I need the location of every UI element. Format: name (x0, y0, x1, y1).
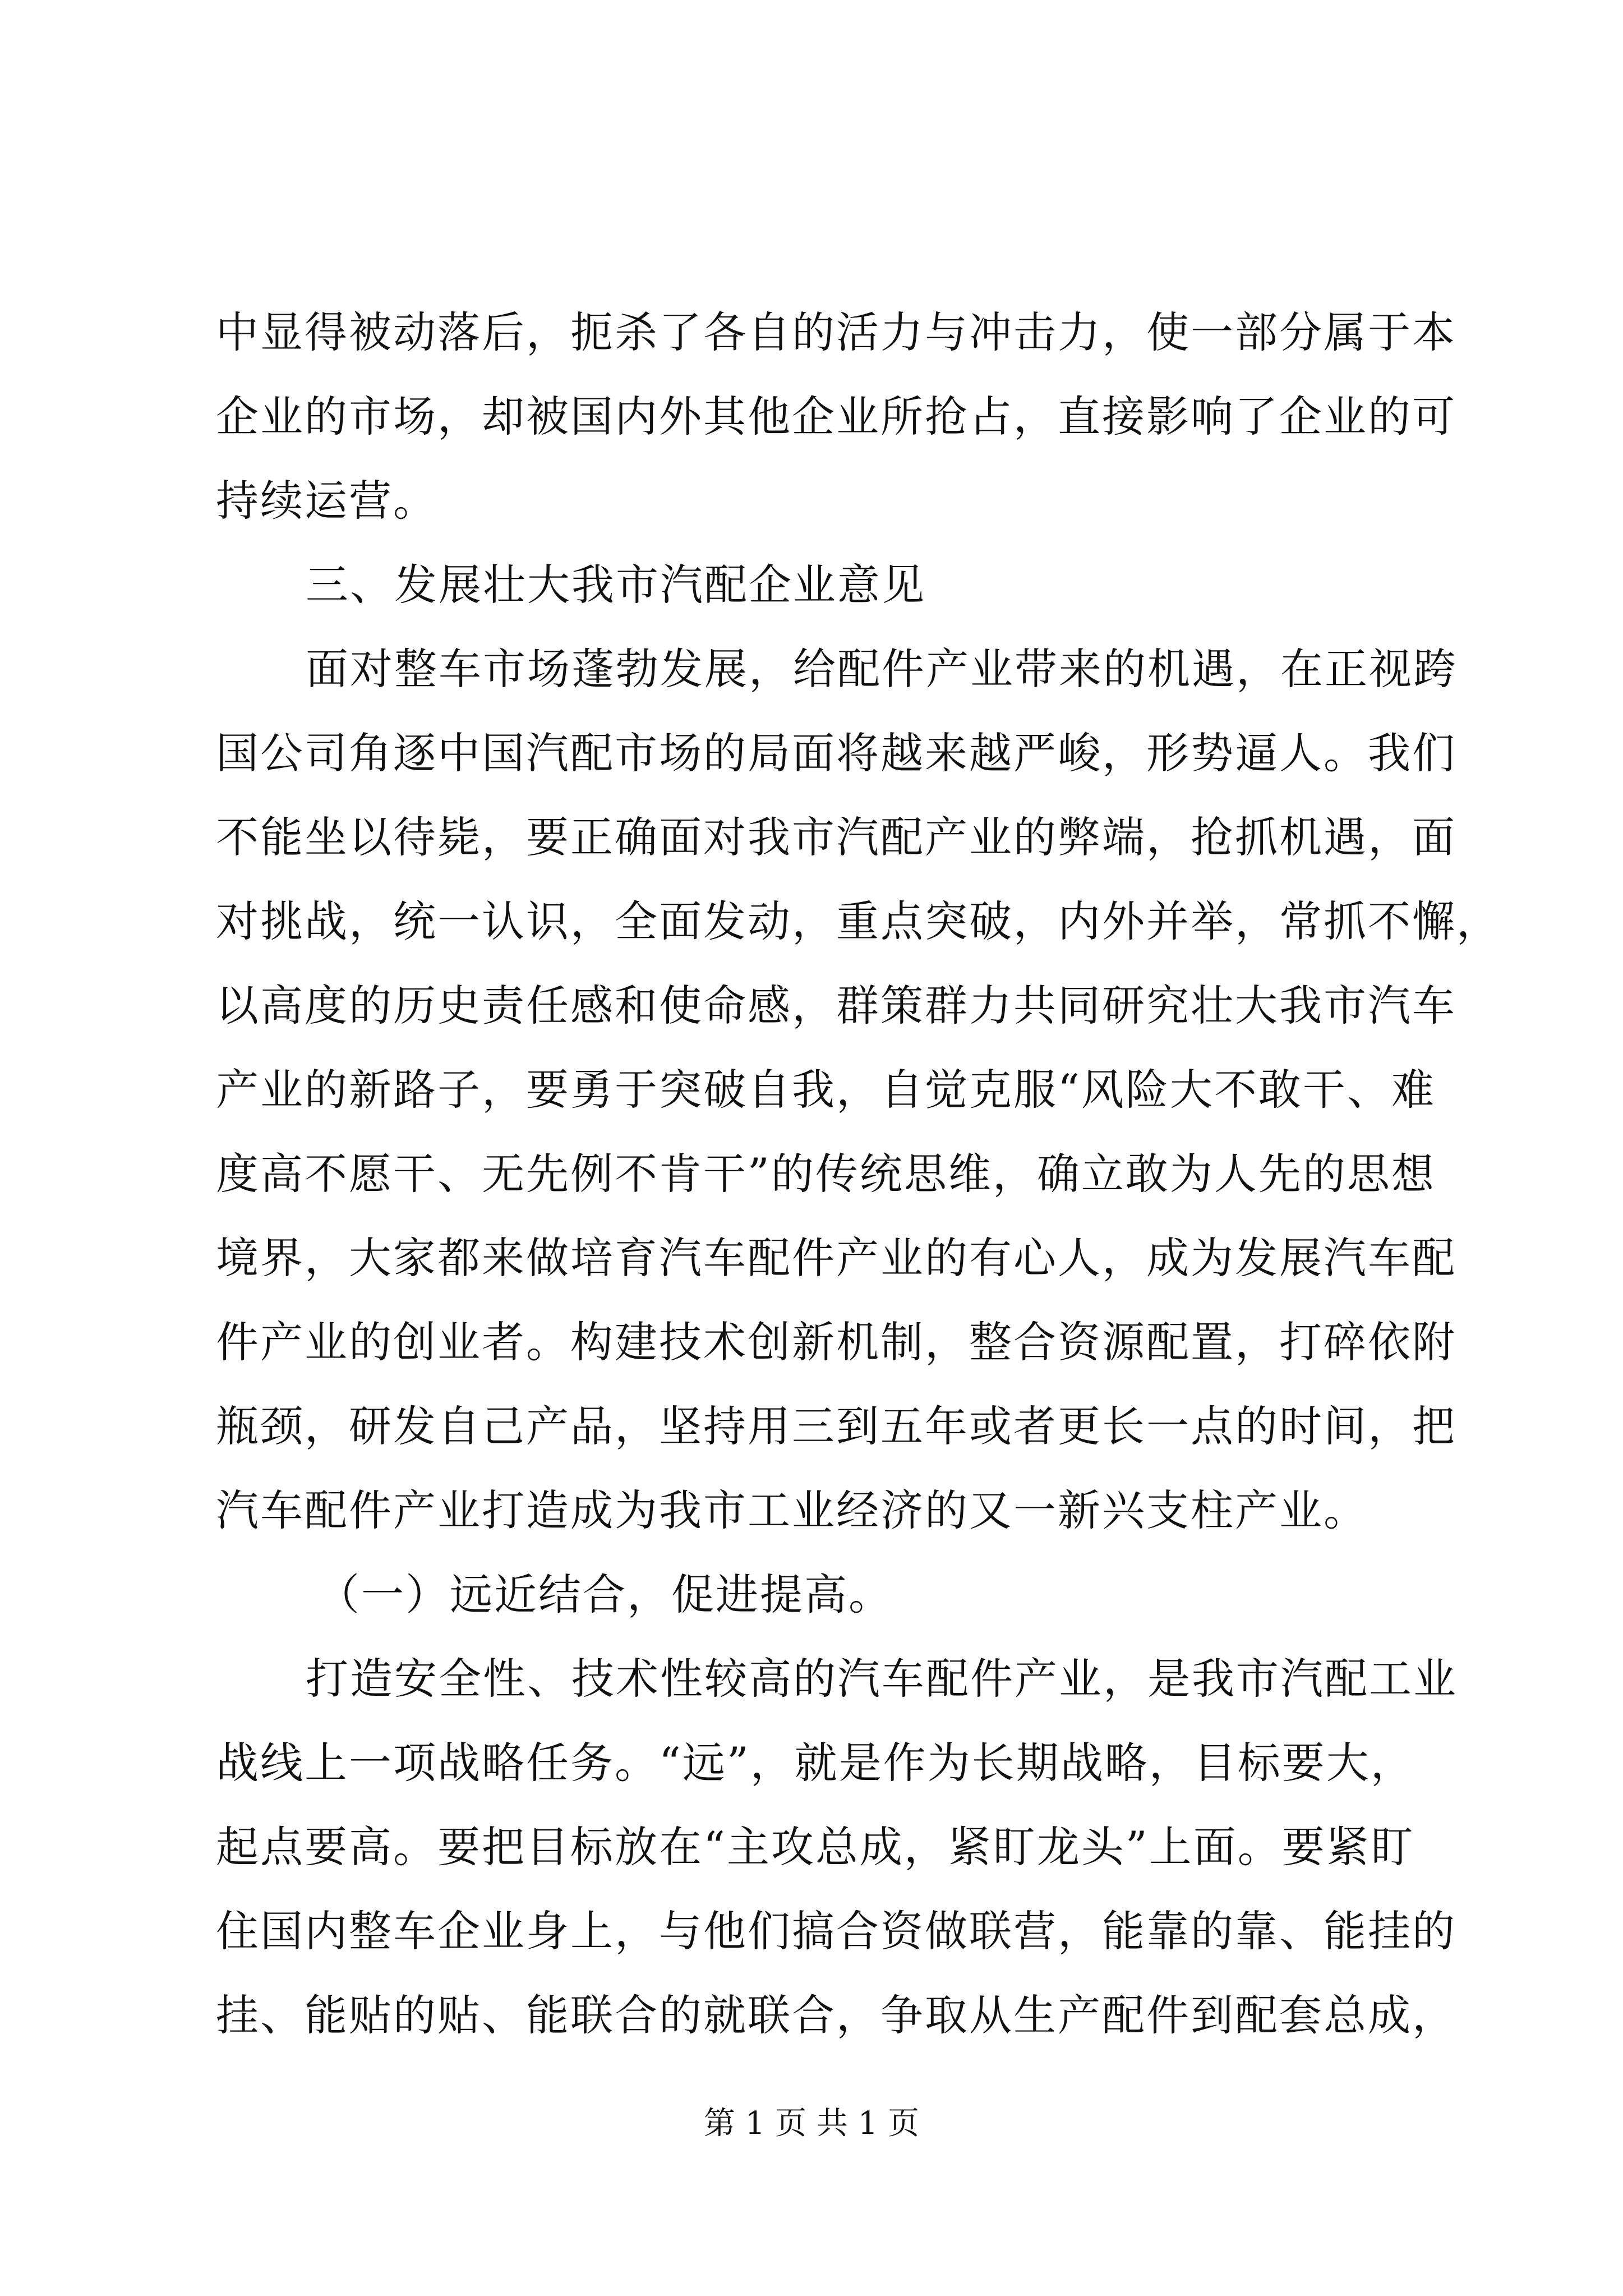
text-line: 瓶颈，研发自己产品，坚持用三到五年或者更长一点的时间，把 (216, 1401, 1456, 1451)
text-line: 中显得被动落后，扼杀了各自的活力与冲击力，使一部分属于本 (216, 307, 1456, 357)
text-line: 住国内整车企业身上，与他们搞合资做联营，能靠的靠、能挂的 (216, 1906, 1456, 1956)
text-line: 起点要高。要把目标放在“主攻总成，紧盯龙头”上面。要紧盯 (216, 1822, 1415, 1872)
page-footer: 第 1 页 共 1 页 (703, 2105, 920, 2142)
text-line: 对挑战，统一认识，全面发动，重点突破，内外并举，常抓不懈， (216, 896, 1501, 946)
text-line: 境界，大家都来做培育汽车配件产业的有心人，成为发展汽车配 (216, 1233, 1456, 1283)
text-line: 以高度的历史责任感和使命感，群策群力共同研究壮大我市汽车 (216, 981, 1456, 1030)
text-line: 企业的市场，却被国内外其他企业所抢占，直接影响了企业的可 (216, 392, 1456, 441)
text-line: 面对整车市场蓬勃发展，给配件产业带来的机遇，在正视跨 (306, 644, 1458, 694)
text-line: 国公司角逐中国汽配市场的局面将越来越严峻，形势逼人。我们 (216, 728, 1456, 778)
section-heading: 三、发展壮大我市汽配企业意见 (306, 560, 926, 610)
text-line: 挂、能贴的贴、能联合的就联合，争取从生产配件到配套总成， (216, 1990, 1456, 2040)
text-line: 打造安全性、技术性较高的汽车配件产业，是我市汽配工业 (306, 1654, 1458, 1704)
subsection-heading: （一）远近结合，促进提高。 (317, 1570, 893, 1619)
text-line: 汽车配件产业打造成为我市工业经济的又一新兴支柱产业。 (216, 1485, 1368, 1535)
text-line: 战线上一项战略任务。“远”，就是作为长期战略，目标要大， (216, 1738, 1415, 1788)
text-line: 度高不愿干、无先例不肯干”的传统思维，确立敢为人先的思想 (216, 1149, 1436, 1199)
text-line: 件产业的创业者。构建技术创新机制，整合资源配置，打碎依附 (216, 1317, 1456, 1367)
text-line: 产业的新路子，要勇于突破自我，自觉克服“风险大不敢干、难 (216, 1065, 1436, 1115)
text-line: 持续运营。 (216, 476, 437, 526)
text-line: 不能坐以待毙，要正确面对我市汽配产业的弊端，抢抓机遇，面 (216, 812, 1456, 862)
